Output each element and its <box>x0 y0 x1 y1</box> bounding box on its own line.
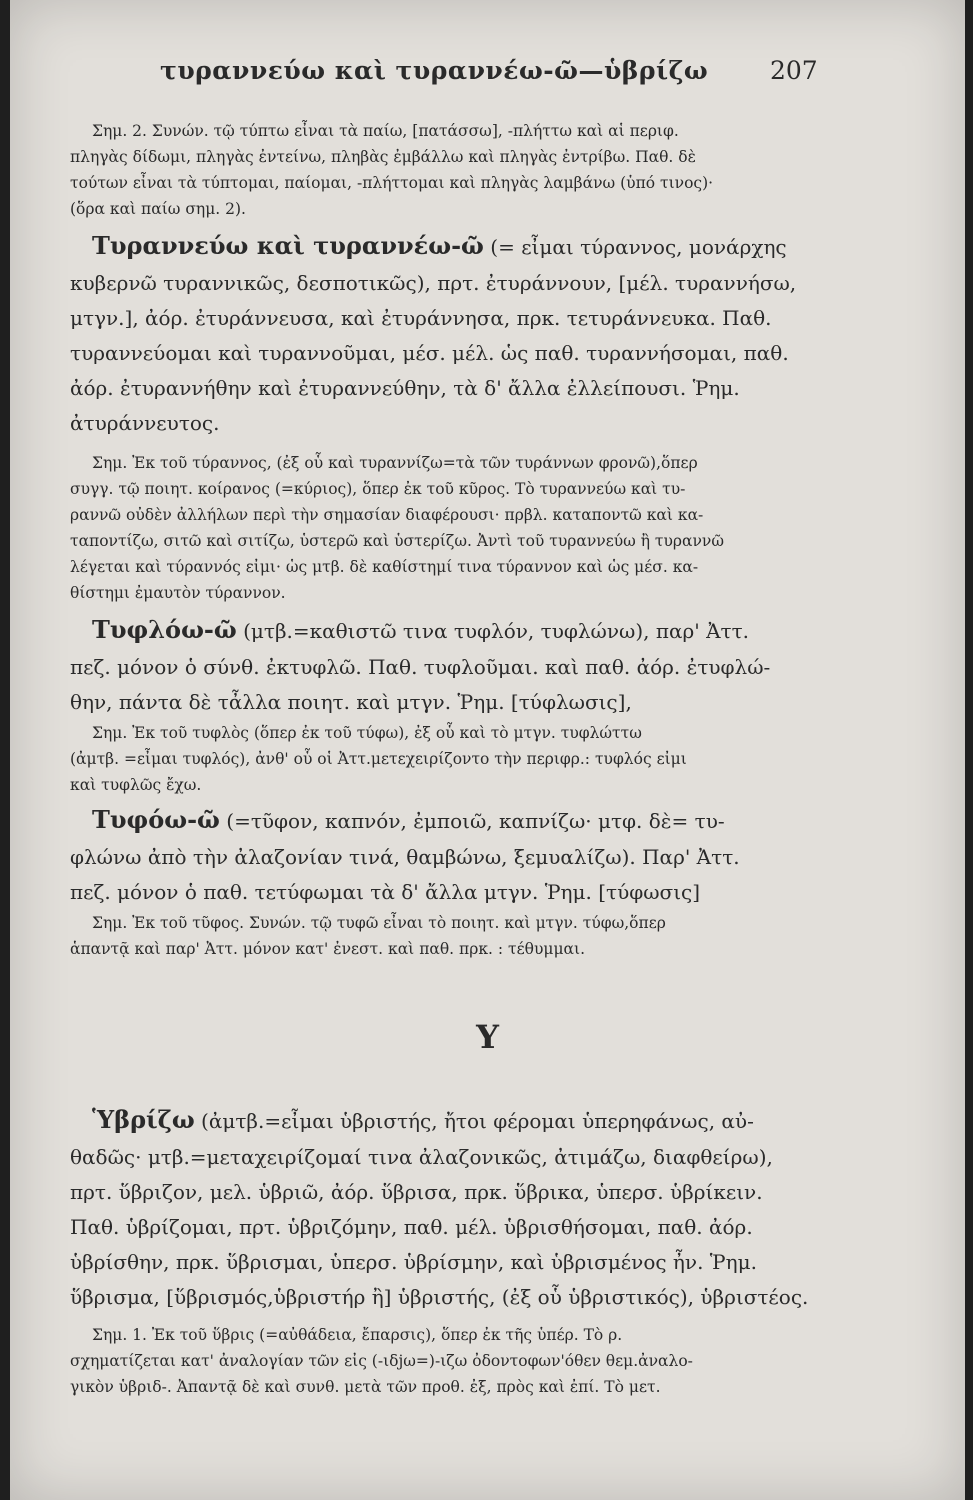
note-intro <box>70 118 885 222</box>
note-line: λέγεται καὶ τύραννός εἰμι· ὡς μτβ. δὲ καθίστημί τινα τύραννον καὶ ὡς μέσ. κα- <box>70 558 699 576</box>
entry-tyranneuo <box>70 226 885 441</box>
entry-line: μτγν.], ἀόρ. ἐτυράννευσα, καὶ ἐτυράννησα, πρκ. τετυράννευκα. Παθ. <box>70 306 772 330</box>
note-line: Σημ. Ἐκ τοῦ τυφλὸς (ὅπερ ἐκ τοῦ τύφω), ἐξ οὗ καὶ τὸ μτγν. τυφλώττω <box>92 724 642 742</box>
entry-first-line <box>70 1100 885 1140</box>
note-tyranneuo <box>70 450 885 606</box>
entry-line: ὕβρισμα, [ὕβρισμός,ὑβριστήρ ἢ] ὑβριστής, (ἐξ οὗ ὑβριστικός), ὑβριστέος. <box>70 1285 809 1309</box>
note-line: ἁπαντᾷ καὶ παρ' Ἀττ. μόνον κατ' ἐνεστ. καὶ παθ. πρκ. : τέθυμμαι. <box>70 940 585 958</box>
note-line: πληγὰς δίδωμι, πληγὰς ἐντείνω, πληβὰς ἐμβάλλω καὶ πληγὰς ἐντρίβω. Παθ. δὲ <box>70 148 696 166</box>
note-line: Σημ. 2. Συνών. τῷ τύπτω εἶναι τὰ παίω, [πατάσσω], -πλήττω καὶ αἱ περιφ. <box>92 122 679 140</box>
entry-line: Παθ. ὑβρίζομαι, πρτ. ὑβριζόμην, παθ. μέλ. ὑβρισθήσομαι, παθ. ἀόρ. <box>70 1215 753 1239</box>
note-line: τούτων εἶναι τὰ τύπτομαι, παίομαι, -πλήττομαι καὶ πληγὰς λαμβάνω (ὑπό τινος)· <box>70 174 714 192</box>
note-line: Σημ. 1. Ἐκ τοῦ ὕβρις (=αὐθάδεια, ἔπαρσις), ὅπερ ἐκ τῆς ὑπέρ. Τὸ ρ. <box>92 1326 623 1344</box>
section-letter: Υ <box>476 1018 499 1056</box>
note-line: θίστημι ἐμαυτὸν τύραννον. <box>70 584 286 602</box>
entry-definition: (ἀμτβ.=εἶμαι ὑβριστής, ἤτοι φέρομαι ὑπερηφάνως, αὐ- <box>194 1109 754 1133</box>
entry-definition: (= εἶμαι τύραννος, μονάρχης <box>483 235 787 259</box>
page-number: 207 <box>770 56 818 85</box>
entry-first-line <box>70 610 885 650</box>
entry-line: ὑβρίσθην, πρκ. ὕβρισμαι, ὑπερσ. ὑβρίσμην, καὶ ὑβρισμένος ἦν. Ῥημ. <box>70 1250 757 1274</box>
entry-first-line <box>70 800 885 840</box>
entry-hybrizo <box>70 1100 885 1315</box>
note-line: ταποντίζω, σιτῶ καὶ σιτίζω, ὑστερῶ καὶ ὑστερίζω. Ἀντὶ τοῦ τυραννεύω ἢ τυραννῶ <box>70 532 724 550</box>
entry-line: τυραννεύομαι καὶ τυραννοῦμαι, μέσ. μέλ. ὡς παθ. τυραννήσομαι, παθ. <box>70 341 789 365</box>
note-line: σχηματίζεται κατ' ἀναλογίαν τῶν εἰς (-ιδjω=)-ιζω ὀδοντοφων'όθεν θεμ.ἀναλο- <box>70 1352 693 1370</box>
entry-first-line <box>70 226 885 266</box>
entry-line: ἀόρ. ἐτυραννήθην καὶ ἐτυραννεύθην, τὰ δ' ἄλλα ἐλλείπουσι. Ῥημ. <box>70 376 740 400</box>
note-line: γικὸν ὑβριδ-. Ἀπαντᾷ δὲ καὶ συνθ. μετὰ τῶν προθ. ἐξ, πρὸς καὶ ἐπί. Τὸ μετ. <box>70 1378 661 1396</box>
note-typhloo <box>70 720 885 798</box>
note-line: Σημ. Ἐκ τοῦ τῦφος. Συνών. τῷ τυφῶ εἶναι τὸ ποιητ. καὶ μτγν. τύφω,ὅπερ <box>92 914 666 932</box>
note-line: (ὅρα καὶ παίω σημ. 2). <box>70 200 246 218</box>
entry-lemma: Τυφλόω-ῶ <box>92 615 237 644</box>
entry-line: ἀτυράννευτος. <box>70 411 220 435</box>
entry-line: κυβερνῶ τυραννικῶς, δεσποτικῶς), πρτ. ἐτυράννουν, [μέλ. τυραννήσω, <box>70 271 797 295</box>
note-line: συγγ. τῷ ποιητ. κοίρανος (=κύριος), ὅπερ ἐκ τοῦ κῦρος. Τὸ τυραννεύω καὶ τυ- <box>70 480 686 498</box>
note-line: (ἀμτβ. =εἶμαι τυφλός), ἀνθ' οὗ οἱ Ἀττ.μετεχειρίζοντο τὴν περιφρ.: τυφλός εἰμι <box>70 750 687 768</box>
entry-definition: (μτβ.=καθιστῶ τινα τυφλόν, τυφλώνω), παρ' Ἀττ. <box>236 619 750 643</box>
entry-lemma: Τυφόω-ῶ <box>92 805 220 834</box>
entry-line: φλώνω ἀπὸ τὴν ἀλαζονίαν τινά, θαμβώνω, ξεμυαλίζω). Παρ' Ἀττ. <box>70 845 740 869</box>
running-title: τυραννεύω καὶ τυραννέω-ῶ—ὑβρίζω <box>160 56 709 85</box>
entry-line: πρτ. ὕβριζον, μελ. ὑβριῶ, ἀόρ. ὕβρισα, πρκ. ὕβρικα, ὑπερσ. ὑβρίκειν. <box>70 1180 763 1204</box>
entry-definition: (=τῦφον, καπνόν, ἐμποιῶ, καπνίζω· μτφ. δὲ= τυ- <box>219 809 725 833</box>
note-line: καὶ τυφλῶς ἔχω. <box>70 776 202 794</box>
entry-line: θαδῶς· μτβ.=μεταχειρίζομαί τινα ἀλαζονικῶς, ἀτιμάζω, διαφθείρω), <box>70 1145 773 1169</box>
entry-line: πεζ. μόνον ὁ παθ. τετύφωμαι τὰ δ' ἄλλα μτγν. Ῥημ. [τύφωσις] <box>70 880 701 904</box>
note-hybrizo <box>70 1322 885 1400</box>
entry-typhoo <box>70 800 885 910</box>
entry-lemma: Τυραννεύω καὶ τυραννέω-ῶ <box>92 231 484 260</box>
page-header <box>10 56 965 96</box>
note-line: Σημ. Ἐκ τοῦ τύραννος, (ἐξ οὗ καὶ τυραννίζω=τὰ τῶν τυράννων φρονῶ),ὅπερ <box>92 454 698 472</box>
entry-line: θην, πάντα δὲ τἆλλα ποιητ. καὶ μτγν. Ῥημ. [τύφλωσις], <box>70 690 632 714</box>
entry-line: πεζ. μόνον ὁ σύνθ. ἐκτυφλῶ. Παθ. τυφλοῦμαι. καὶ παθ. ἀόρ. ἐτυφλώ- <box>70 655 771 679</box>
note-typhoo <box>70 910 885 962</box>
note-line: ραννῶ οὐδὲν ἀλλήλων περὶ τὴν σημασίαν διαφέρουσι· πρβλ. καταποντῶ καὶ κα- <box>70 506 704 524</box>
entry-typhloo <box>70 610 885 720</box>
entry-lemma: Ὑβρίζω <box>92 1105 195 1134</box>
book-page <box>10 0 965 1500</box>
